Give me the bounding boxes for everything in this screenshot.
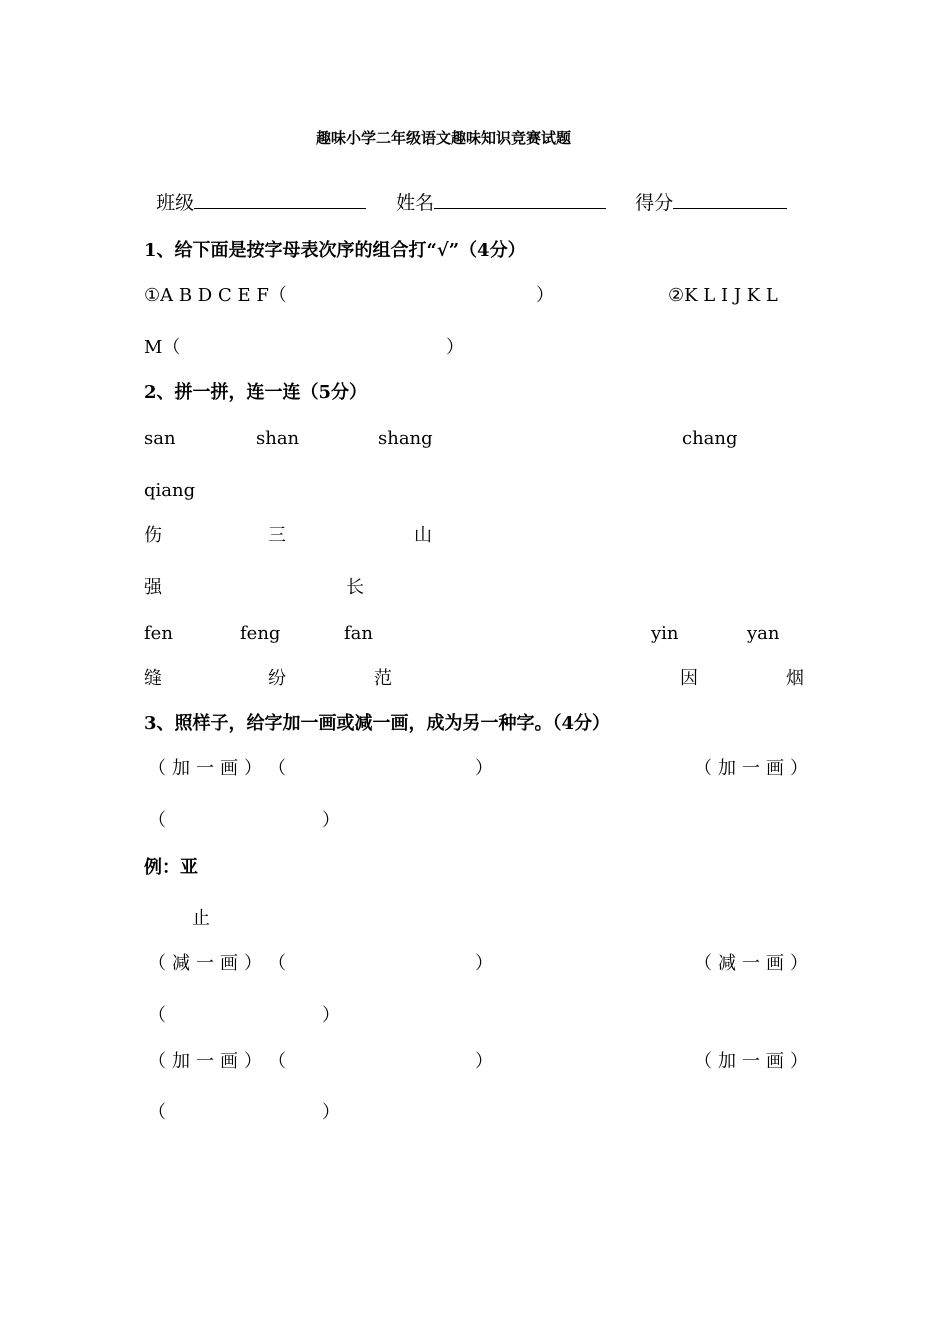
char-qiang: 强 (144, 577, 162, 598)
score-label: 得分 (635, 192, 674, 214)
pinyin-feng: feng (240, 623, 281, 644)
pinyin-fan: fan (344, 623, 373, 644)
sub-stroke-label: （减一画） (148, 953, 268, 974)
pinyin-san: san (144, 428, 176, 449)
q1-prompt: 1、给下面是按字母表次序的组合打“√”（4分） (144, 240, 526, 261)
add-stroke-label: （加一画） (694, 1051, 814, 1072)
add-stroke-label: （加一画） (148, 758, 268, 779)
pinyin-shan: shan (256, 428, 300, 449)
paren-close: ） (322, 1102, 340, 1123)
class-blank[interactable] (194, 190, 366, 209)
add-stroke-label: （加一画） (694, 758, 814, 779)
paren-close: ） (322, 810, 340, 831)
paren-open: （ (268, 758, 286, 779)
paren-open: （ (268, 1051, 286, 1072)
q1-option-2: ②K L I J K L (668, 285, 778, 306)
paren-close: ） (475, 1051, 493, 1072)
paren-close: ） (475, 953, 493, 974)
pinyin-chang: chang (682, 428, 738, 449)
example-char: 止 (192, 908, 210, 929)
paren-open: （ (268, 953, 286, 974)
q2-prompt: 2、拼一拼，连一连（5分） (144, 382, 368, 403)
class-label: 班级 (156, 192, 195, 214)
char-yin: 因 (680, 668, 698, 689)
page-title: 趣味小学二年级语文趣味知识竞赛试题 (316, 129, 572, 147)
char-feng: 缝 (144, 668, 162, 689)
pinyin-shang: shang (378, 428, 433, 449)
char-san: 三 (268, 525, 286, 546)
q1-option-1-close: ） (536, 285, 554, 306)
pinyin-fen: fen (144, 623, 173, 644)
paren-open: （ (148, 1102, 166, 1123)
char-fen: 纷 (268, 668, 286, 689)
paren-open: （ (148, 1005, 166, 1026)
class-field (144, 168, 366, 214)
paren-close: ） (475, 758, 493, 779)
char-shang: 伤 (144, 525, 162, 546)
q1-option-2-close: ） (446, 337, 464, 358)
char-shan: 山 (414, 525, 432, 546)
paren-open: （ (148, 810, 166, 831)
name-label: 姓名 (396, 192, 435, 214)
example-label: 例：亚 (144, 857, 198, 878)
q3-prompt: 3、照样子，给字加一画或减一画，成为另一种字。（4分） (144, 713, 611, 734)
name-field (384, 168, 606, 214)
score-field (623, 168, 787, 214)
char-yan: 烟 (786, 668, 804, 689)
name-blank[interactable] (434, 190, 606, 209)
q1-option-2-cont: M（ (144, 337, 181, 358)
pinyin-yin: yin (651, 623, 679, 644)
add-stroke-label: （加一画） (148, 1051, 268, 1072)
q1-option-1: ①A B D C E F（ (144, 285, 287, 306)
char-fan: 范 (374, 668, 392, 689)
pinyin-qiang: qiang (144, 480, 196, 501)
sub-stroke-label: （减一画） (694, 953, 814, 974)
pinyin-yan: yan (747, 623, 780, 644)
char-chang: 长 (346, 577, 364, 598)
score-blank[interactable] (673, 190, 787, 209)
paren-close: ） (322, 1005, 340, 1026)
